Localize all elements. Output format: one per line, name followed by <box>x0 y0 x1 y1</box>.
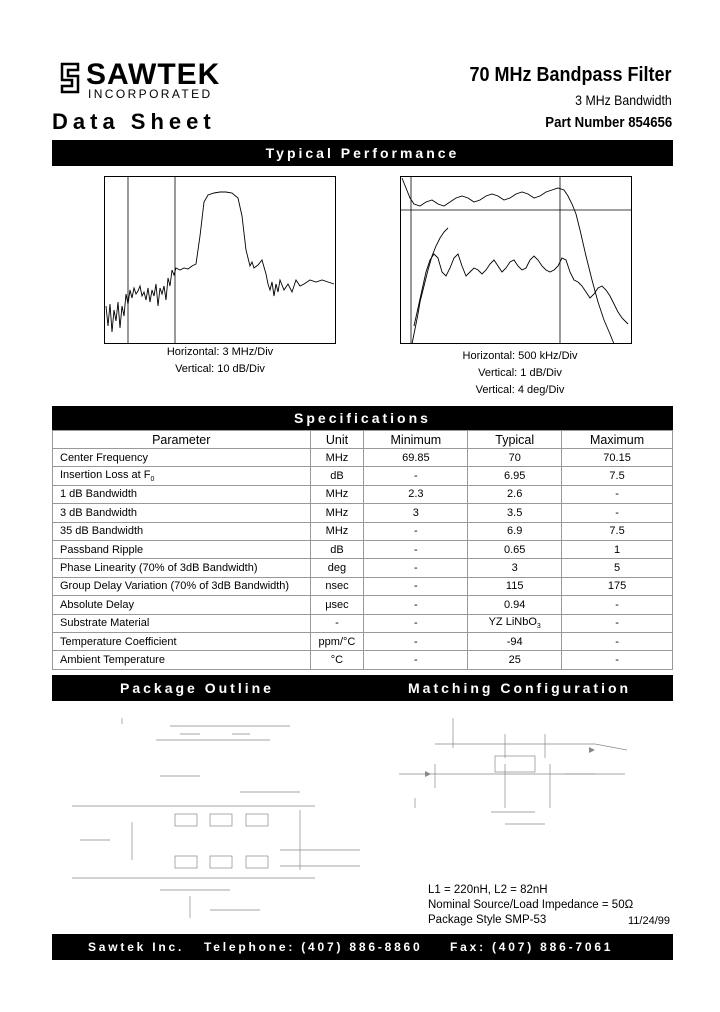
table-row <box>53 540 673 558</box>
footer-bar <box>52 934 673 960</box>
cell-unit: MHz <box>310 485 364 503</box>
cell-unit: MHz <box>310 504 364 522</box>
cell-parameter: 35 dB Bandwidth <box>53 522 311 540</box>
cell-minimum: - <box>364 632 468 650</box>
cell-minimum: 69.85 <box>364 449 468 467</box>
cell-parameter: Insertion Loss at $F_0$ <box>53 467 311 485</box>
cell-maximum: - <box>562 651 673 669</box>
cell-maximum: - <box>562 596 673 614</box>
cell-unit: MHz <box>310 449 364 467</box>
cell-unit: dB <box>310 540 364 558</box>
cell-typical: 2.6 <box>468 485 562 503</box>
col-typical: Typical <box>468 431 562 449</box>
footer-fax: Fax: (407) 886-7061 <box>450 940 614 954</box>
table-row <box>53 485 673 503</box>
matching-notes <box>428 883 633 928</box>
frequency-response-plot <box>104 176 336 344</box>
left-plot-caption-vertical: Vertical: 10 dB/Div <box>175 363 265 375</box>
inductor-values: L1 = 220nH, L2 = 82nH <box>428 884 548 896</box>
table-row <box>53 467 673 485</box>
package-outline-heading: Package Outline <box>120 680 274 696</box>
cell-maximum: - <box>562 614 673 632</box>
cell-maximum: - <box>562 504 673 522</box>
cell-typical: 70 <box>468 449 562 467</box>
sawtek-logo-icon <box>58 62 82 94</box>
cell-unit: dB <box>310 467 364 485</box>
col-parameter: Parameter <box>53 431 311 449</box>
passband-detail-plot <box>400 176 632 344</box>
cell-typical: 3 <box>468 559 562 577</box>
cell-minimum: 3 <box>364 504 468 522</box>
cell-parameter: Passband Ripple <box>53 540 311 558</box>
cell-typical: 6.9 <box>468 522 562 540</box>
right-plot-caption-vertical-deg: Vertical: 4 deg/Div <box>475 384 565 396</box>
table-row <box>53 449 673 467</box>
logo-name: SAWTEK <box>86 58 221 91</box>
right-plot-caption-horizontal: Horizontal: 500 kHz/Div <box>462 350 578 362</box>
table-row <box>53 632 673 650</box>
cell-typical: 25 <box>468 651 562 669</box>
cell-unit: μsec <box>310 596 364 614</box>
cell-minimum: - <box>364 467 468 485</box>
typical-performance-header: Typical Performance <box>52 140 673 166</box>
cell-minimum: - <box>364 559 468 577</box>
cell-maximum: 7.5 <box>562 522 673 540</box>
cell-typical: YZ LiNbO$_3$ <box>468 614 562 632</box>
specifications-header: Specifications <box>52 406 673 430</box>
left-plot-caption-horizontal: Horizontal: 3 MHz/Div <box>166 346 274 358</box>
cell-maximum: - <box>562 485 673 503</box>
data-sheet-heading: Data Sheet <box>52 109 216 134</box>
cell-unit: - <box>310 614 364 632</box>
cell-unit: ppm/°C <box>310 632 364 650</box>
table-row <box>53 577 673 595</box>
cell-parameter: Group Delay Variation (70% of 3dB Bandwidth) <box>53 577 311 595</box>
package-matching-header <box>52 675 673 701</box>
logo-subtitle: INCORPORATED <box>88 87 213 101</box>
cell-maximum: - <box>562 632 673 650</box>
package-style: Package Style SMP-53 <box>428 914 547 926</box>
cell-minimum: - <box>364 596 468 614</box>
table-row <box>53 522 673 540</box>
cell-parameter: Center Frequency <box>53 449 311 467</box>
cell-parameter: Absolute Delay <box>53 596 311 614</box>
package-outline-drawing <box>60 710 390 925</box>
part-number: Part Number 854656 <box>545 114 672 131</box>
cell-maximum: 5 <box>562 559 673 577</box>
col-unit: Unit <box>310 431 364 449</box>
cell-typical: 0.65 <box>468 540 562 558</box>
cell-minimum: 2.3 <box>364 485 468 503</box>
table-header-row <box>53 431 673 449</box>
matching-circuit-drawing <box>395 708 675 843</box>
cell-typical: -94 <box>468 632 562 650</box>
col-minimum: Minimum <box>364 431 468 449</box>
cell-unit: °C <box>310 651 364 669</box>
product-subtitle: 3 MHz Bandwidth <box>575 92 672 108</box>
cell-minimum: - <box>364 614 468 632</box>
cell-parameter: Phase Linearity (70% of 3dB Bandwidth) <box>53 559 311 577</box>
cell-maximum: 70.15 <box>562 449 673 467</box>
cell-unit: deg <box>310 559 364 577</box>
cell-parameter: Substrate Material <box>53 614 311 632</box>
cell-parameter: Ambient Temperature <box>53 651 311 669</box>
document-date: 11/24/99 <box>627 915 670 927</box>
cell-parameter: Temperature Coefficient <box>53 632 311 650</box>
cell-typical: 6.95 <box>468 467 562 485</box>
table-row <box>53 559 673 577</box>
cell-maximum: 7.5 <box>562 467 673 485</box>
product-title: 70 MHz Bandpass Filter <box>469 64 672 86</box>
table-row <box>53 614 673 632</box>
cell-minimum: - <box>364 522 468 540</box>
cell-minimum: - <box>364 577 468 595</box>
right-plot-caption-vertical-db: Vertical: 1 dB/Div <box>478 367 562 379</box>
footer-telephone: Telephone: (407) 886-8860 <box>204 940 423 954</box>
table-row <box>53 504 673 522</box>
cell-parameter: 3 dB Bandwidth <box>53 504 311 522</box>
cell-typical: 3.5 <box>468 504 562 522</box>
table-row <box>53 596 673 614</box>
cell-unit: MHz <box>310 522 364 540</box>
cell-parameter: 1 dB Bandwidth <box>53 485 311 503</box>
matching-configuration-heading: Matching Configuration <box>408 680 632 696</box>
cell-minimum: - <box>364 651 468 669</box>
cell-maximum: 175 <box>562 577 673 595</box>
cell-typical: 0.94 <box>468 596 562 614</box>
col-maximum: Maximum <box>562 431 673 449</box>
specifications-table <box>52 430 673 670</box>
table-row <box>53 651 673 669</box>
cell-unit: nsec <box>310 577 364 595</box>
cell-maximum: 1 <box>562 540 673 558</box>
cell-typical: 115 <box>468 577 562 595</box>
cell-minimum: - <box>364 540 468 558</box>
impedance-note: Nominal Source/Load Impedance = 50Ω <box>428 899 634 911</box>
footer-company: Sawtek Inc. <box>88 940 185 954</box>
